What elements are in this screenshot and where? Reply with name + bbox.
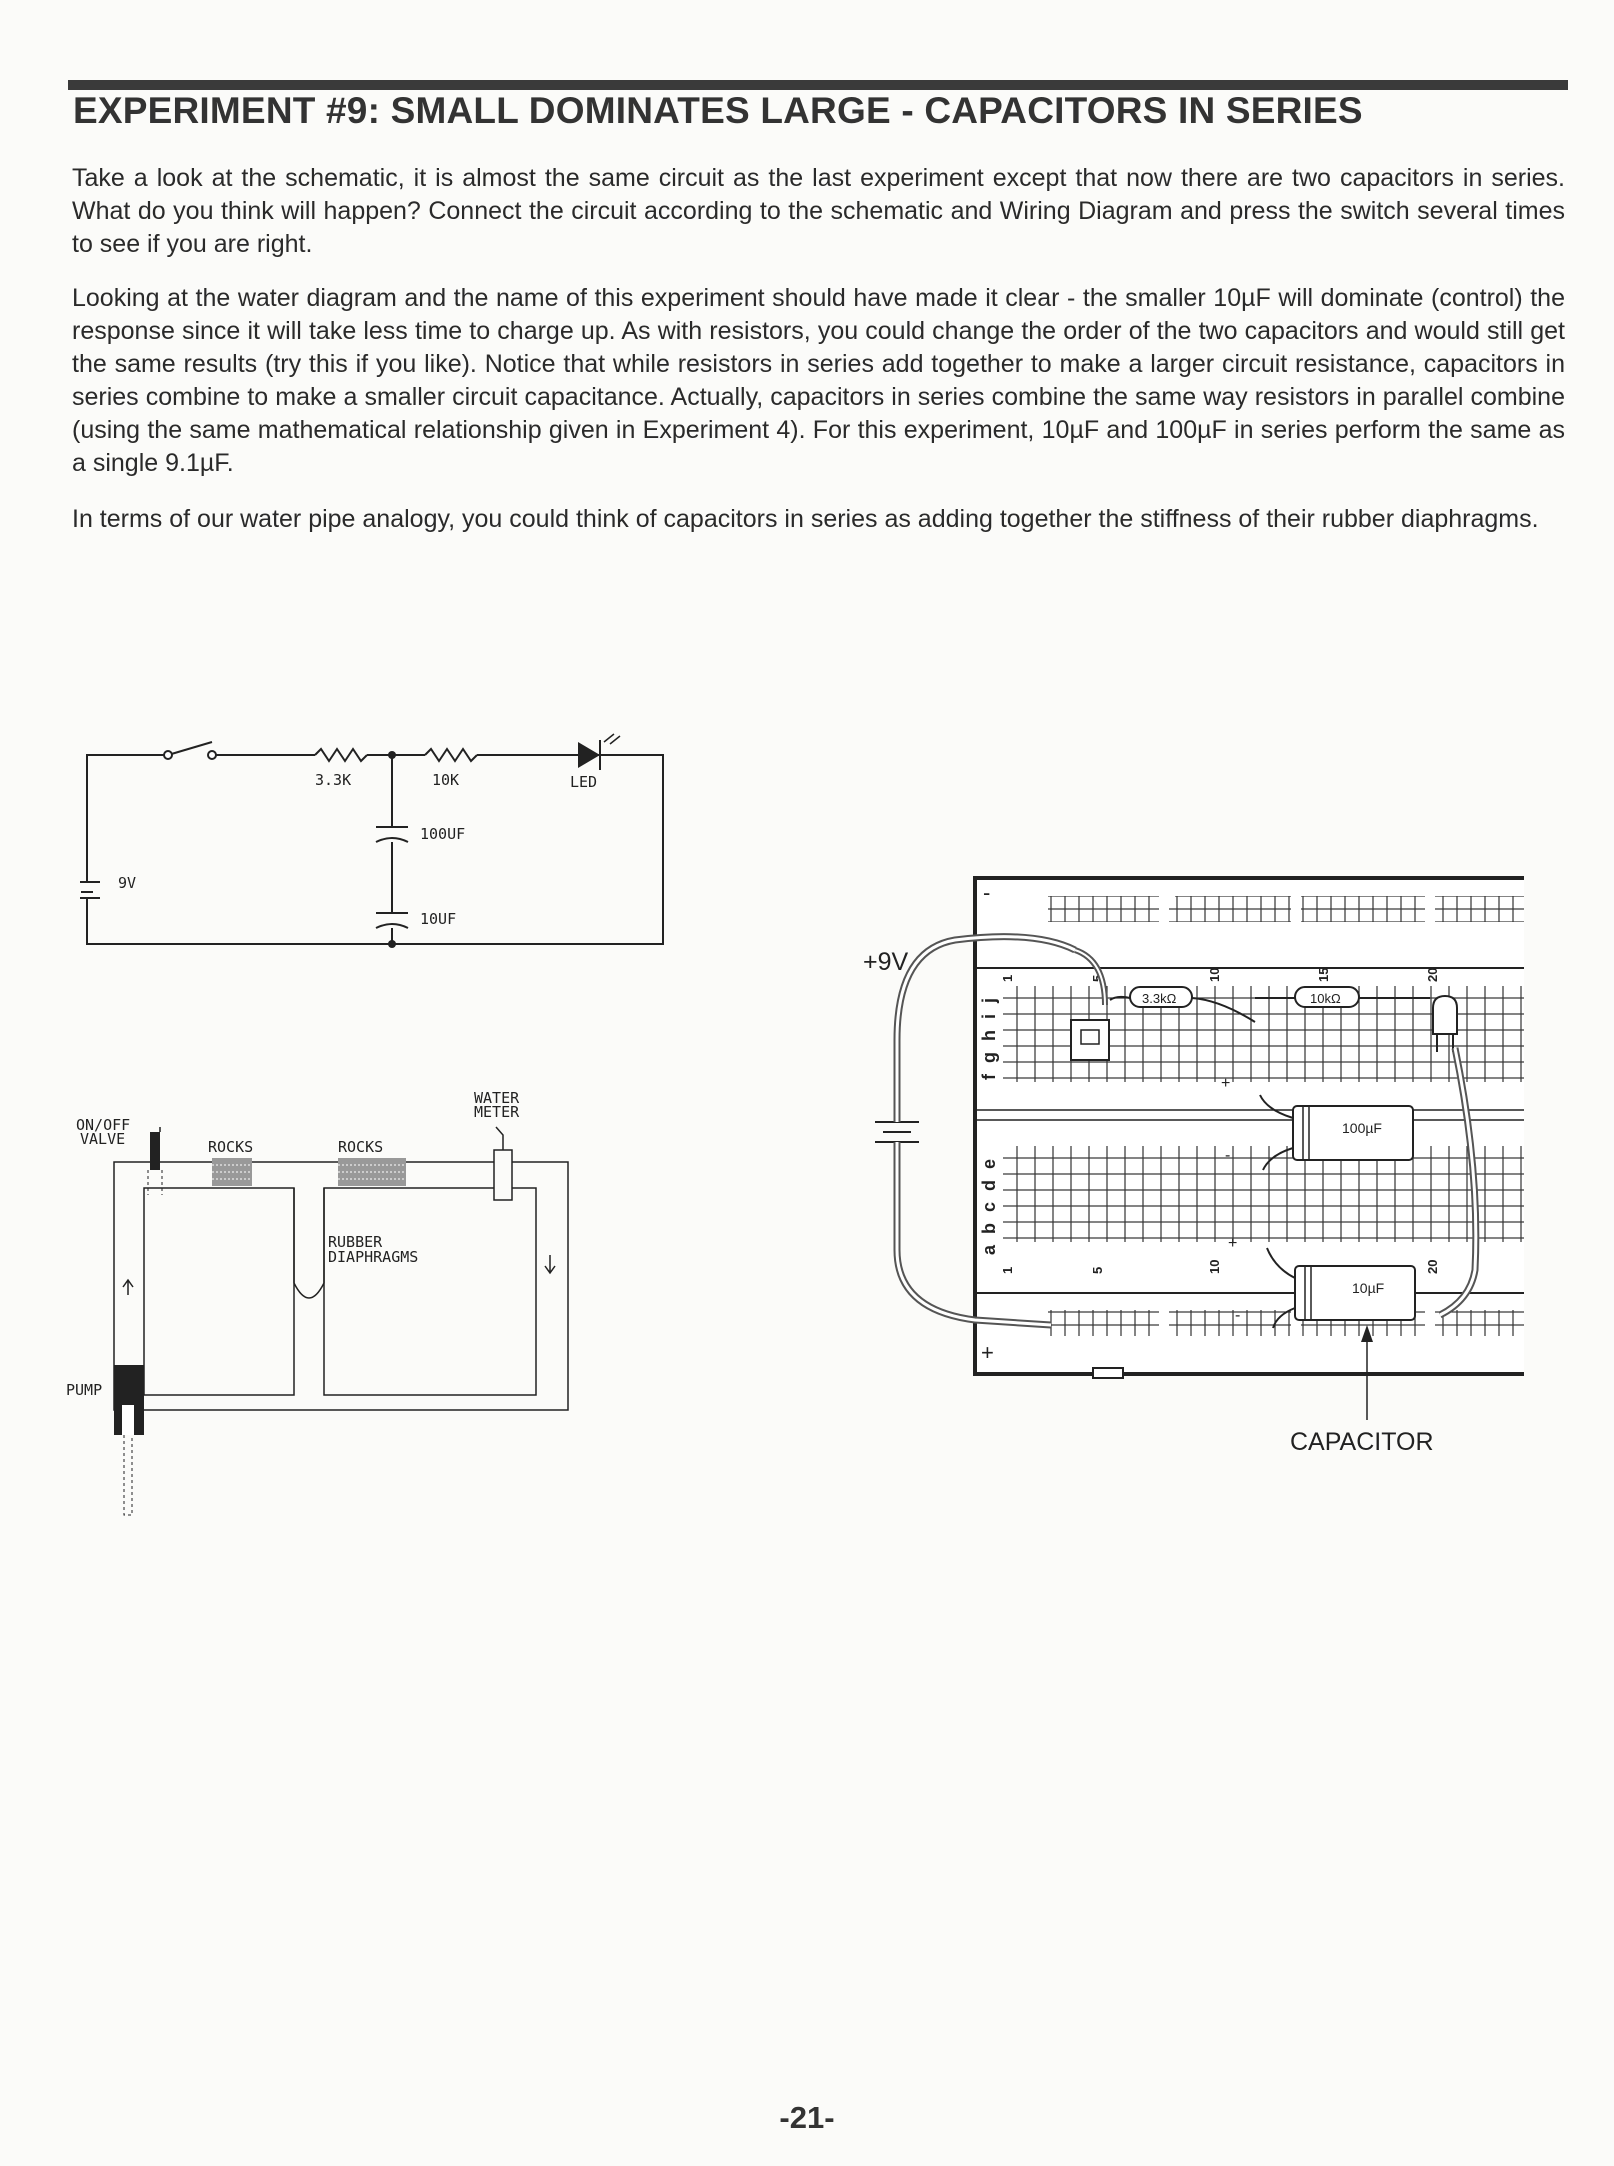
battery-symbol [875, 1122, 919, 1142]
row-labels-top: f g h i j [979, 995, 999, 1080]
r2-label: 10K [432, 771, 460, 789]
capacitor-100uf-symbol [376, 827, 408, 842]
rail-minus-label: - [983, 880, 991, 905]
col-1-bottom: 1 [1000, 1266, 1015, 1274]
col-10-top: 10 [1207, 967, 1222, 982]
diaphragm-label-2: DIAPHRAGMS [328, 1248, 419, 1266]
pump-label: PUMP [66, 1381, 103, 1399]
flow-arrow-up [123, 1280, 133, 1295]
meter-label-2: METER [474, 1103, 520, 1121]
col-15-top: 15 [1316, 967, 1331, 982]
col-5-top: 5 [1090, 974, 1105, 982]
col-10-bottom: 10 [1207, 1259, 1222, 1274]
r1-label: 3.3K [315, 771, 352, 789]
capacitor-10uf-symbol [376, 913, 408, 928]
battery-symbol [80, 882, 100, 898]
page-number: -21- [779, 2100, 835, 2135]
bottom-terminal-strip [1003, 1146, 1524, 1242]
col-20-bottom: 20 [1425, 1259, 1440, 1274]
rail-plus-label: + [981, 1340, 994, 1365]
led-symbol [578, 734, 620, 770]
c1-label: 100UF [420, 825, 466, 843]
capacitor-10uf-minus: - [1235, 1307, 1241, 1324]
rocks-label-2: ROCKS [338, 1138, 384, 1156]
capacitor-100uf-label: 100µF [1342, 1120, 1382, 1136]
capacitor-10uf-plus: + [1228, 1235, 1238, 1252]
c2-label: 10UF [420, 910, 457, 928]
valve-label-2: VALVE [80, 1130, 126, 1148]
switch-lever [168, 742, 212, 755]
rubber-diaphragm [294, 1188, 324, 1298]
top-power-rail [1048, 896, 1524, 922]
supply-label: +9V [863, 948, 909, 976]
flow-arrow-down [545, 1255, 555, 1273]
capacitor-100uf-plus: + [1221, 1075, 1231, 1092]
col-1-top: 1 [1000, 974, 1015, 982]
breadboard-wiring-diagram [855, 870, 1524, 1470]
capacitor-100uf-minus: - [1225, 1147, 1231, 1164]
title-rule [68, 80, 1568, 90]
explanation-paragraph: Looking at the water diagram and the name of this experiment should have made it clear - the smaller 10µF will dominate (control) the response since it will take less time to charge up. As with resistors, you could change the order of the two capacitors and would still get the same results (try this if you like). Notice that while resistors in series add together to make a larger circuit resistance, capacitors in series combine to make a smaller circuit capacitance. Actually, capacitors in series combine the same way resistors in parallel combine (using the same mathematical relationship given in Experiment 4). For this experiment, 10µF and 100µF in series perform the same as a single 9.1µF. [72, 284, 1565, 477]
valve-handle [150, 1132, 160, 1170]
resistor-3k3 [315, 749, 367, 761]
water-analogy-diagram [60, 1065, 600, 1520]
meter-label-1: WATER [474, 1089, 520, 1107]
capacitor-callout: CAPACITOR [1290, 1428, 1434, 1456]
diaphragm-label-1: RUBBER [328, 1233, 383, 1251]
col-20-top: 20 [1425, 967, 1440, 982]
intro-paragraph: Take a look at the schematic, it is almost the same circuit as the last experiment except that now there are two capacitors in series. What do you think will happen? Connect the circuit according to the schematic and Wiring Diagram and press the switch several times to see if you are right. [72, 164, 1565, 258]
resistor-10k [425, 749, 477, 761]
led-label: LED [570, 773, 598, 791]
battery-label: 9V [118, 874, 137, 892]
resistor-10k-label: 10kΩ [1310, 991, 1341, 1006]
rocks-label-1: ROCKS [208, 1138, 254, 1156]
capacitor-10uf-label: 10µF [1352, 1280, 1385, 1296]
row-labels-bottom: a b c d e [979, 1155, 999, 1255]
resistor-3k3-label: 3.3kΩ [1142, 991, 1177, 1006]
bottom-power-rail [1048, 1310, 1524, 1336]
analogy-paragraph: In terms of our water pipe analogy, you could think of capacitors in series as adding together the stiffness of their rubber diaphragms. [72, 505, 1539, 533]
valve-label-1: ON/OFF [76, 1116, 131, 1134]
circuit-schematic [80, 730, 680, 960]
col-5-bottom: 5 [1090, 1266, 1105, 1274]
page-title: EXPERIMENT #9: SMALL DOMINATES LARGE - CAPACITORS IN SERIES [73, 90, 1363, 131]
water-meter [494, 1150, 512, 1200]
